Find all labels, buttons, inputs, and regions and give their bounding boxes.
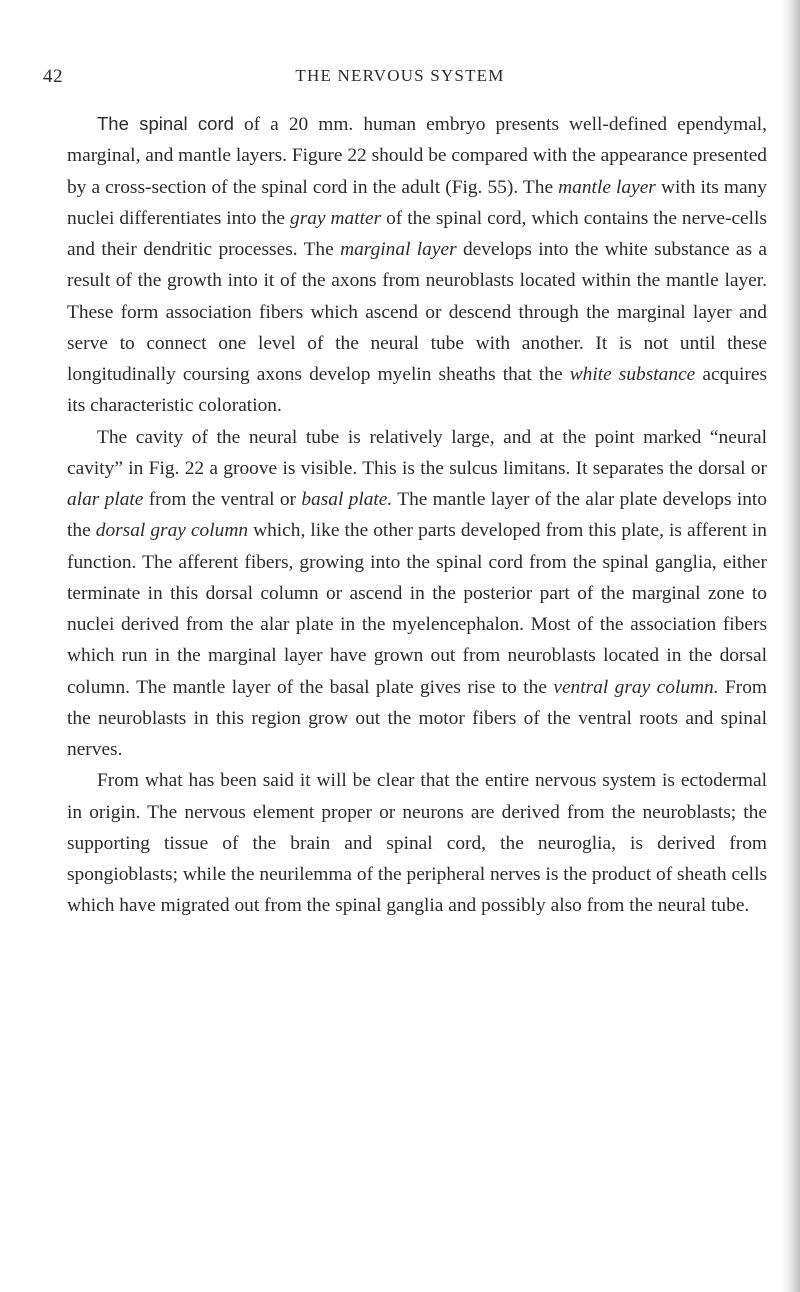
text-run: which, like the other parts developed from this plate, is afferent in function. The afferent fibers, growing into the spinal cord from the spinal ganglia, either terminate in this dorsal column or ascend in the posterior part of the marginal zone to nuclei derived from the alar plate in the myelencephalon. Most of the association fibers which run in the marginal layer have grown out from neuroblasts located in the dorsal column. The mantle layer of the basal plate gives rise to the <box>67 520 768 698</box>
page-edge-shadow <box>782 0 800 1292</box>
running-title: THE NERVOUS SYSTEM <box>295 66 505 85</box>
term-basal-plate: basal plate. <box>301 489 393 510</box>
text-run: The cavity of the neural tube is relatively large, and at the point marked “neural cavity” in Fig. 22 a groove is visible. This is the sulcus limitans. It separates the dorsal or <box>67 426 767 479</box>
term-dorsal-gray-column: dorsal gray column <box>95 520 249 542</box>
term-ventral-gray-column: ventral gray column. <box>553 676 719 698</box>
text-run: with its many nuclei differentiates into the <box>67 176 767 229</box>
paragraph-spinal-cord <box>67 108 767 422</box>
term-marginal-layer: marginal layer <box>340 239 457 260</box>
body-text <box>67 108 767 922</box>
text-run: develops into the white substance as a result of the growth into it of the axons from neuroblasts located within the mantle layer. These form association fibers which ascend or descend through the marginal layer and serve to connect one level of the neural tube with another. It is not until these longitudinally coursing axons develop myelin sheaths that the <box>67 239 767 385</box>
text-run: The mantle layer of the alar plate develops into the <box>67 489 767 542</box>
text-run: From the neuroblasts in this region grow out the motor fibers of the ventral roots and spinal nerves. <box>67 676 768 760</box>
text-run: From what has been said it will be clear that the entire nervous system is ectodermal in origin. The nervous element proper or neurons are derived from the neuroblasts; the supporting tissue of the brain and spinal cord, the neuroglia, is derived from spongioblasts; while the neurilemma of the peripheral nerves is the product of sheath cells which have migrated out from the spinal ganglia and possibly also from the neural tube. <box>67 770 767 917</box>
text-run: of the spinal cord, which contains the nerve-cells and their dendritic processes. The <box>67 207 767 260</box>
term-alar-plate: alar plate <box>67 489 144 510</box>
paragraph-ectodermal-origin <box>67 765 767 921</box>
term-mantle-layer: mantle layer <box>558 176 656 198</box>
lead-in-phrase: The spinal cord <box>97 113 234 134</box>
term-gray-matter: gray matter <box>290 207 382 229</box>
page-number: 42 <box>43 66 63 87</box>
text-run: of a 20 mm. human embryo presents well-defined ependymal, marginal, and mantle layers. Figure 22 should be compared with the appearance presented by a cross-section of the spinal cord in the adult (Fig. 55). The <box>67 114 768 198</box>
paragraph-neural-cavity <box>67 422 767 766</box>
term-white-substance: white substance <box>569 364 696 385</box>
text-run: acquires its characteristic coloration. <box>67 364 767 417</box>
page-header <box>43 66 757 90</box>
text-run: from the ventral or <box>143 489 302 510</box>
